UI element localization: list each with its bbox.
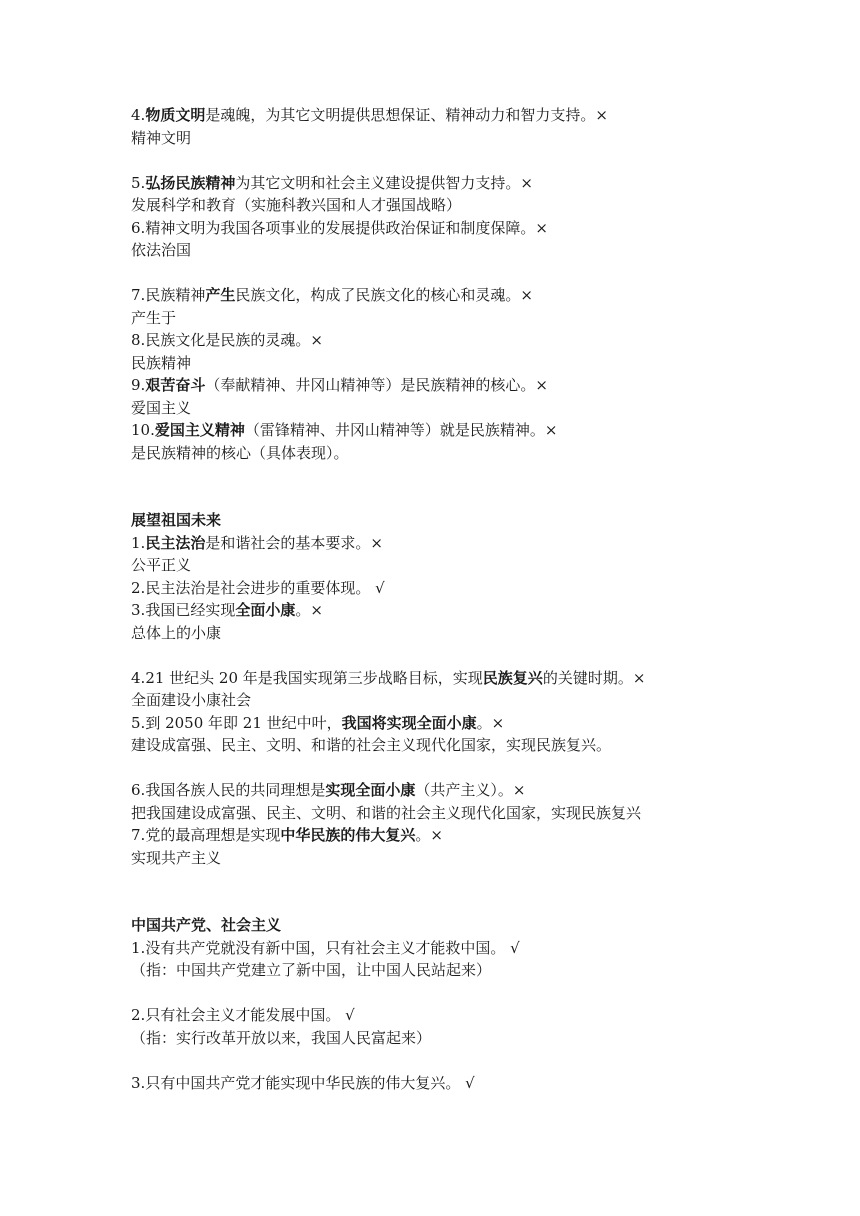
- future-statement-2: 2.民主法治是社会进步的重要体现。 √: [131, 578, 385, 597]
- future-statement-4: 4.21 世纪头 20 年是我国实现第三步战略目标，实现民族复兴的关键时期。×: [131, 668, 646, 687]
- cpc-statement-3: 3.只有中国共产党才能实现中华民族的伟大复兴。 √: [131, 1073, 475, 1092]
- statement-6: 6.精神文明为我国各项事业的发展提供政治保证和制度保障。×: [131, 218, 548, 237]
- correction-7: 产生于: [131, 308, 177, 327]
- correction-9: 爱国主义: [131, 398, 192, 417]
- correction-8: 民族精神: [131, 353, 192, 372]
- cpc-statement-1: 1.没有共产党就没有新中国，只有社会主义才能救中国。 √: [131, 938, 520, 957]
- cpc-note-1: （指：中国共产党建立了新中国，让中国人民站起来）: [131, 961, 492, 979]
- section-heading-future: 展望祖国未来: [131, 511, 222, 529]
- cpc-statement-2: 2.只有社会主义才能发展中国。 √: [131, 1006, 355, 1024]
- correction-4: 精神文明: [131, 128, 192, 147]
- future-correction-7: 实现共产主义: [131, 848, 222, 867]
- future-statement-3: 3.我国已经实现全面小康。×: [131, 601, 323, 619]
- section-heading-cpc: 中国共产党、社会主义: [131, 916, 282, 934]
- correction-6: 依法治国: [131, 241, 192, 259]
- future-correction-4: 全面建设小康社会: [131, 691, 252, 709]
- future-statement-6: 6.我国各族人民的共同理想是实现全面小康（共产主义）。×: [131, 781, 526, 799]
- statement-8: 8.民族文化是民族的灵魂。×: [131, 331, 323, 349]
- future-statement-7: 7.党的最高理想是实现中华民族的伟大复兴。×: [131, 826, 443, 844]
- document-page: [131, 104, 831, 1094]
- future-statement-1: 1.民主法治是和谐社会的基本要求。×: [131, 533, 383, 552]
- future-correction-3: 总体上的小康: [131, 623, 222, 642]
- statement-10: 10.爱国主义精神（雷锋精神、井冈山精神等）就是民族精神。×: [131, 421, 558, 439]
- future-statement-5: 5.到 2050 年即 21 世纪中叶，我国将实现全面小康。×: [131, 713, 505, 732]
- statement-4: 4.物质文明是魂魄，为其它文明提供思想保证、精神动力和智力支持。×: [131, 106, 608, 124]
- future-correction-5: 建设成富强、民主、文明、和谐的社会主义现代化国家，实现民族复兴。: [131, 736, 612, 754]
- statement-9: 9.艰苦奋斗（奉献精神、井冈山精神等）是民族精神的核心。×: [131, 376, 548, 394]
- future-correction-1: 公平正义: [131, 556, 192, 574]
- statement-7: 7.民族精神产生民族文化，构成了民族文化的核心和灵魂。×: [131, 286, 533, 304]
- future-correction-6: 把我国建设成富强、民主、文明、和谐的社会主义现代化国家，实现民族复兴: [131, 803, 642, 822]
- statement-5: 5.弘扬民族精神为其它文明和社会主义建设提供智力支持。×: [131, 173, 533, 192]
- correction-10: 是民族精神的核心（具体表现）。: [131, 443, 349, 462]
- correction-5: 发展科学和教育（实施科教兴国和人才强国战略）: [131, 196, 462, 214]
- cpc-note-2: （指：实行改革开放以来，我国人民富起来）: [131, 1028, 432, 1047]
